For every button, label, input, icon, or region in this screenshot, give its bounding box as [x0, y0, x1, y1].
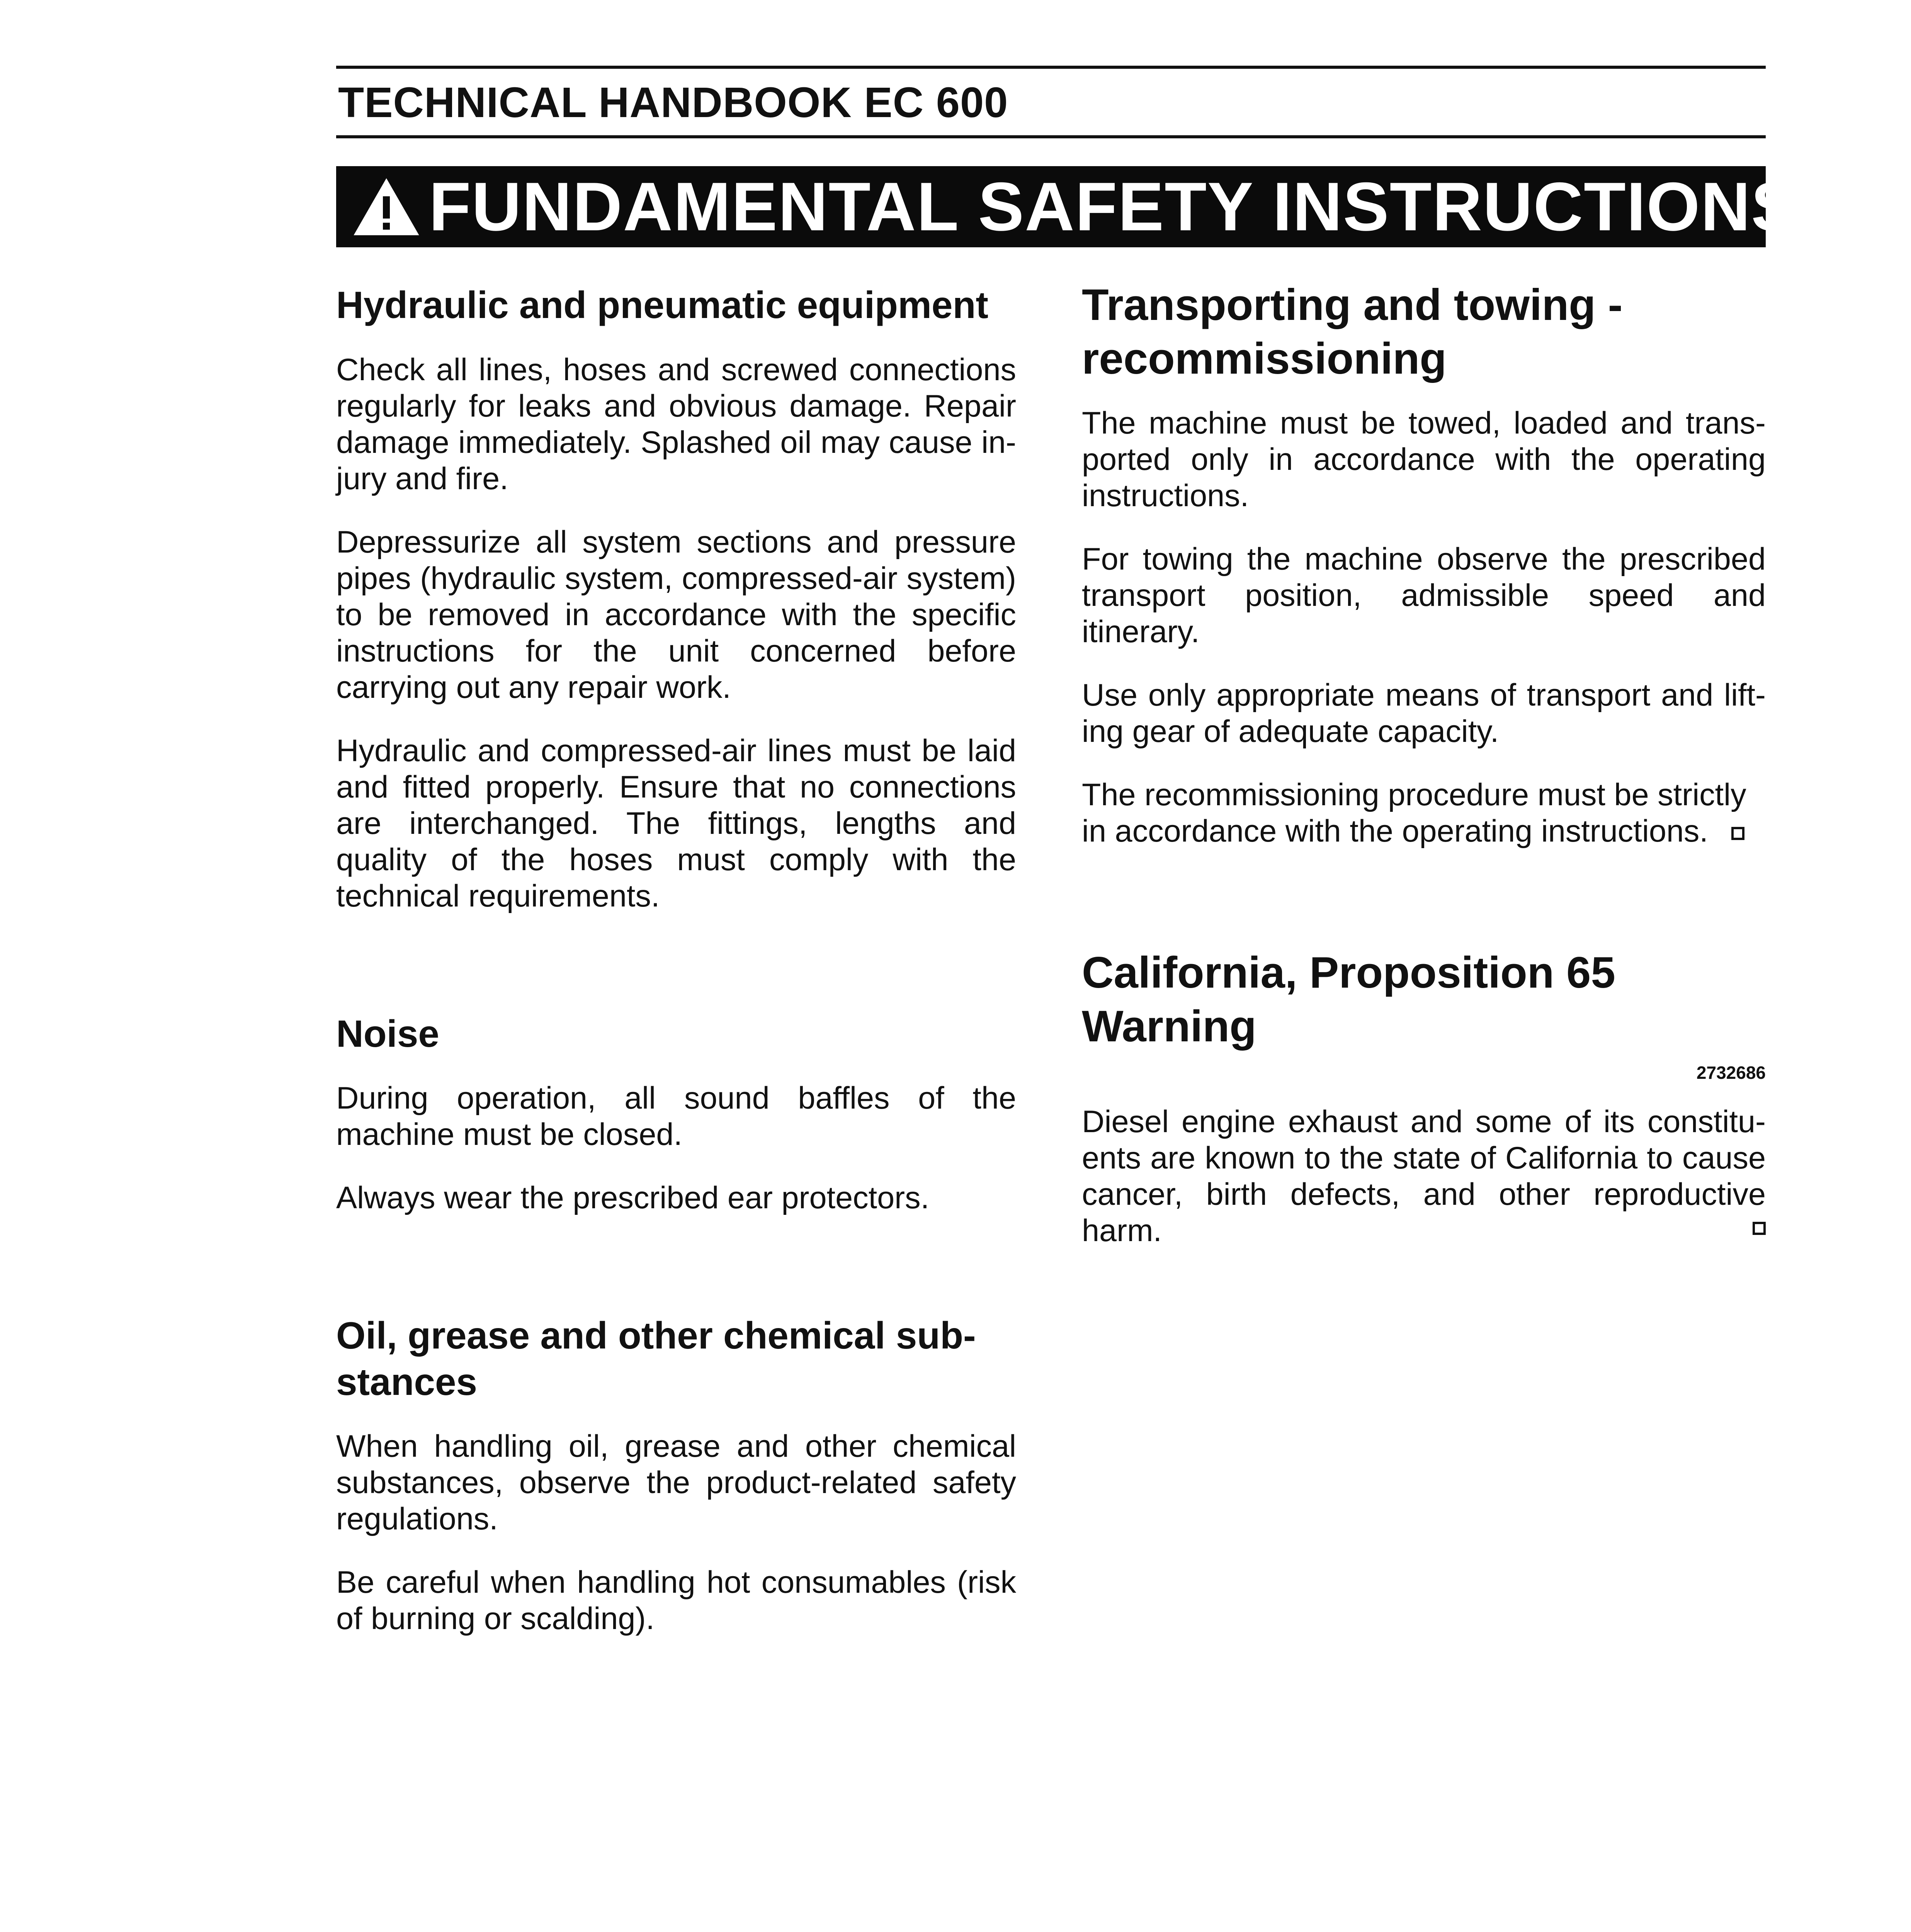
section-heading-hydraulic: Hydraulic and pneumatic equipment: [336, 284, 989, 326]
paragraph: Check all lines, hoses and screwed connections regularly for leaks and obvious damage. Repair damage immediately. Splashed oil may cause injury and fire.: [336, 352, 1016, 496]
paragraph: Hydraulic and compressed-air lines must be laid and fitted properly. Ensure that no connections are interchanged. The fittings, lengths and quality of the hoses must comply with the technical requirements.: [336, 733, 1016, 913]
header-top-rule: [336, 66, 1766, 69]
end-of-section-icon: [1753, 1222, 1766, 1235]
section-heading-oil: Oil, grease and other chemical substances: [336, 1314, 976, 1403]
end-of-section-icon: [1731, 827, 1744, 840]
left-column: [336, 278, 1016, 1637]
header-title: TECHNICAL HANDBOOK EC 600: [338, 79, 1008, 126]
section-transport: [1082, 278, 1766, 849]
document-code: 2732686: [1696, 1063, 1766, 1083]
section-hydraulic: [336, 282, 1016, 914]
paragraph: The machine must be towed, loaded and transported only in accordance with the operating instructions.: [1082, 406, 1766, 514]
paragraph: Always wear the prescribed ear protectors.: [336, 1180, 930, 1216]
paragraph: Diesel engine exhaust and some of its constituents are known to the state of California to cause cancer, birth defects, and other reproductive harm.: [1082, 1104, 1766, 1248]
right-column: [1082, 278, 1766, 1249]
paragraph-text: The recommissioning procedure must be strictly in accordance with the operating instructions.: [1082, 777, 1746, 849]
paragraph: For towing the machine observe the prescribed transport position, admissible speed and itinerary.: [1082, 542, 1766, 650]
section-oil: [336, 1313, 1016, 1637]
header-bottom-rule: [336, 135, 1766, 138]
section-heading-noise: Noise: [336, 1012, 439, 1055]
section-heading-transport: Transporting and towing - recommissioning: [1082, 281, 1623, 384]
paragraph: When handling oil, grease and other chemical substances, observe the product-related safety regulations.: [336, 1429, 1016, 1537]
warning-triangle-icon: [352, 174, 421, 240]
paragraph-with-end-mark: [1082, 777, 1766, 849]
section-california: [1082, 946, 1766, 1249]
paragraph: During operation, all sound baffles of the machine must be closed.: [336, 1081, 1016, 1152]
paragraph: Depressurize all system sections and pressure pipes (hydraulic system, compressed-air system) to be removed in accordance with the specific instructions for the unit concerned before carrying out any repair work.: [336, 524, 1016, 705]
section-noise: [336, 1011, 1016, 1216]
paragraph: Be careful when handling hot consumables (risk of burning or scalding).: [336, 1565, 1016, 1636]
banner-title: FUNDAMENTAL SAFETY INSTRUCTIONS: [429, 168, 1798, 245]
section-heading-california: California, Proposition 65 Warning: [1082, 948, 1615, 1051]
safety-banner: [336, 166, 1798, 247]
paragraph: Use only appropriate means of transport and lifting gear of adequate capacity.: [1082, 678, 1766, 749]
